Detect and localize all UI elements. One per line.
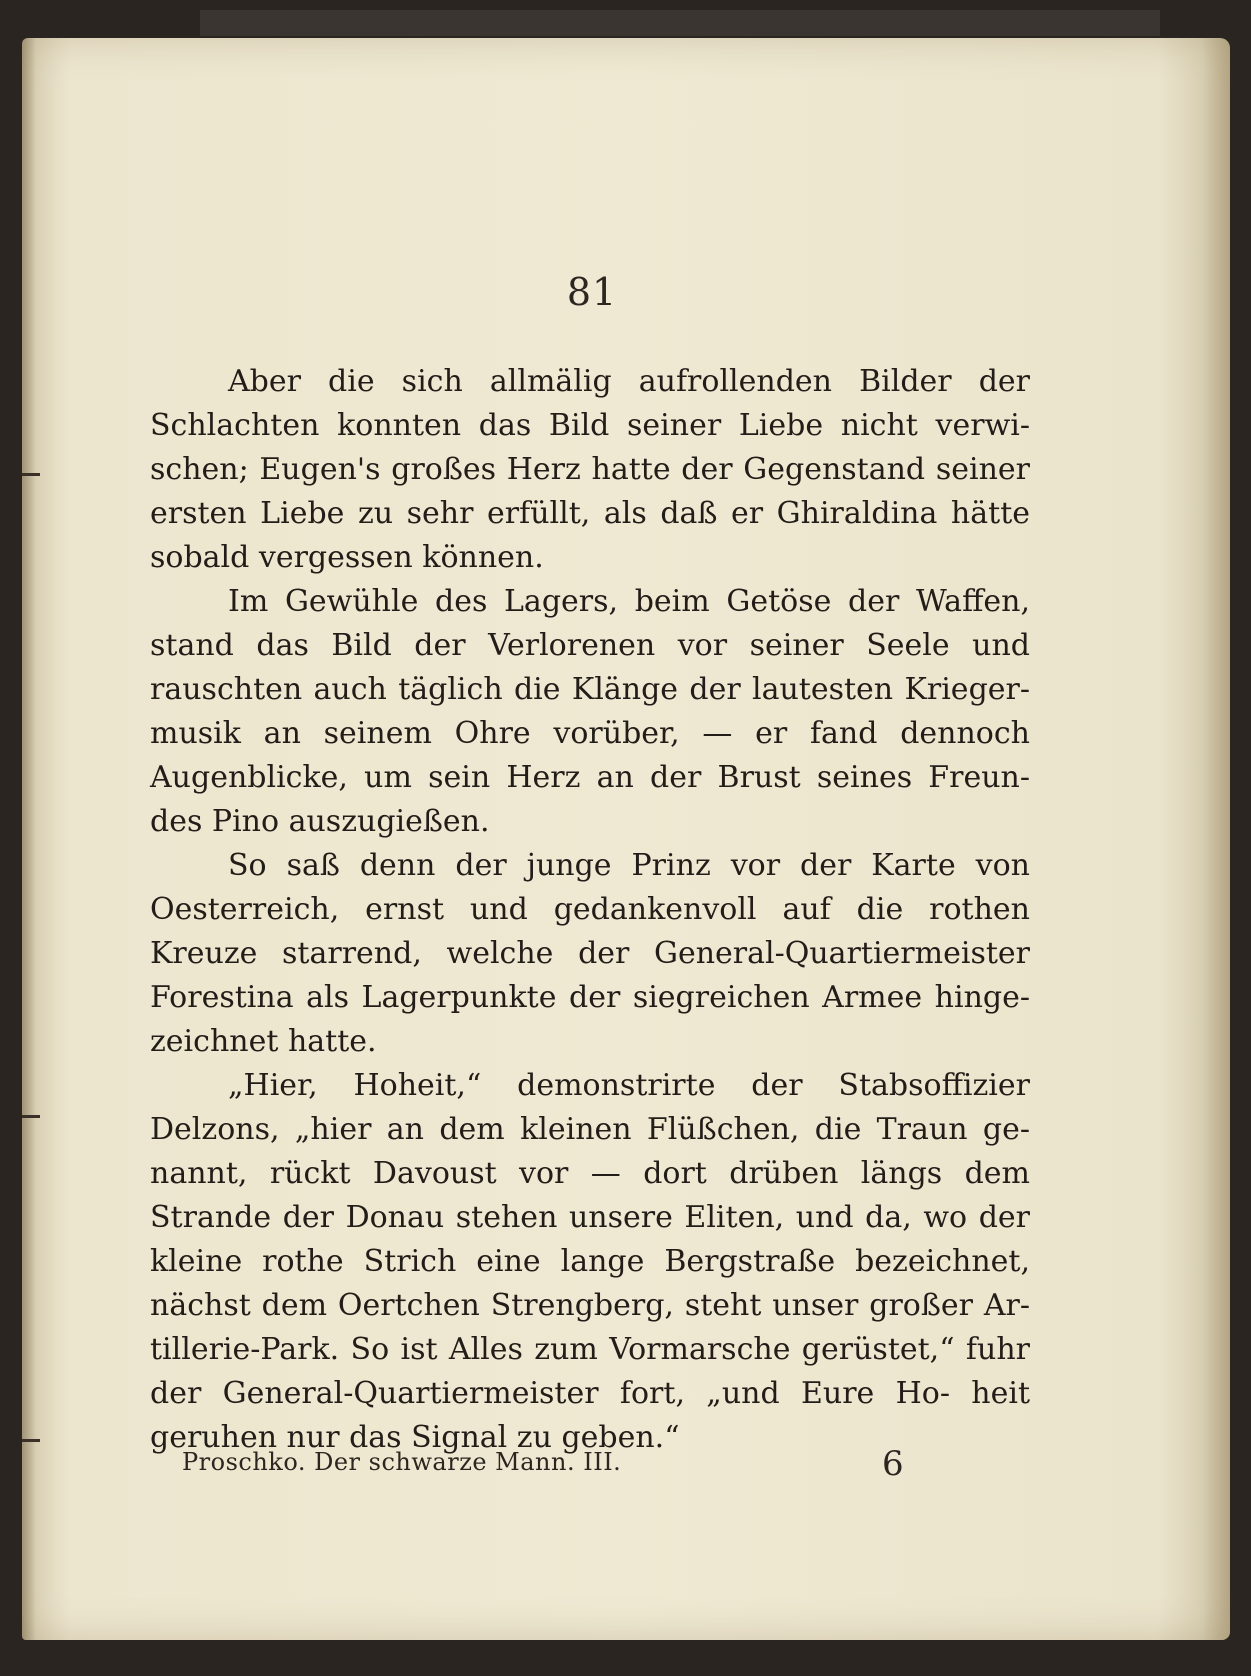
paragraph-1: Aber die sich allmälig aufrollenden Bilder der Schlachten konnten das Bild seiner Liebe nicht verwi- schen; Eugen's großes Herz hatte der Gegenstand seiner ersten Liebe zu sehr erfüllt, als daß er Ghiraldina hätte sobald vergessen können.	[150, 364, 1030, 575]
page-edge-shadow	[1202, 38, 1230, 1640]
margin-mark	[22, 473, 40, 476]
footer-signature-line: Proschko. Der schwarze Mann. III.	[182, 1448, 622, 1476]
margin-mark	[22, 1439, 40, 1442]
margin-mark	[22, 1115, 40, 1118]
body-text	[150, 360, 1030, 1460]
signature-mark: 6	[882, 1444, 904, 1484]
paragraph-4: „Hier, Hoheit,“ demonstrirte der Stabsoffizier Delzons, „hier an dem kleinen Flüßchen, die Traun ge- nannt, rückt Davoust vor — dort drüben längs dem Strande der Donau stehen unsere Eliten, und da, wo der kleine rothe Strich eine lange Bergstraße bezeichnet, nächst dem Oertchen Strengberg, steht unser großer Ar- tillerie-Park. So ist Alles zum Vormarsche gerüstet,“ fuhr der General-Quartiermeister fort, „und Eure Ho- heit geruhen nur das Signal zu geben.“	[150, 1068, 1030, 1455]
book-page	[22, 38, 1230, 1640]
book-top-edge	[200, 10, 1160, 36]
paragraph-3: So saß denn der junge Prinz vor der Karte von Oesterreich, ernst und gedankenvoll auf die rothen Kreuze starrend, welche der General-Quartiermeister Forestina als Lagerpunkte der siegreichen Armee hinge- zeichnet hatte.	[150, 848, 1030, 1059]
page-number: 81	[566, 270, 618, 314]
paragraph-2: Im Gewühle des Lagers, beim Getöse der Waffen, stand das Bild der Verlorenen vor seiner Seele und rauschten auch täglich die Klänge der lautesten Krieger- musik an seinem Ohre vorüber, — er fand dennoch Augenblicke, um sein Herz an der Brust seines Freun- des Pino auszugießen.	[150, 584, 1030, 839]
